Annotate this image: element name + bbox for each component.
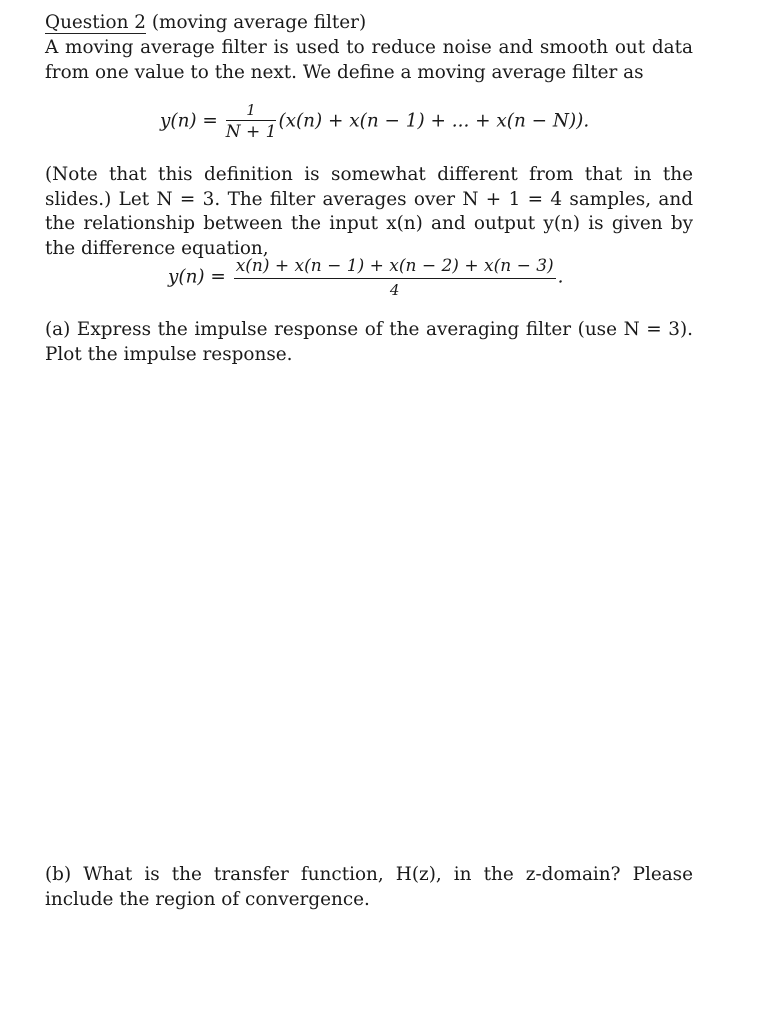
eq1-rhs: (x(n) + x(n − 1) + ... + x(n − N)). <box>278 110 590 132</box>
part-b-text: (b) What is the transfer function, H(z), in the z-domain? Please include the region of convergence. <box>45 864 693 910</box>
question-title: Question 2 <box>45 12 146 33</box>
equation-1 <box>160 101 589 142</box>
equation-2 <box>168 255 564 300</box>
eq1-denominator: N + 1 <box>225 122 277 142</box>
eq2-end: . <box>557 266 564 288</box>
eq2-fraction <box>234 255 556 300</box>
intro-paragraph: A moving average filter is used to reduce noise and smooth out data from one value to the next. We define a moving average filter as <box>45 37 693 83</box>
question-subtitle: (moving average filter) <box>151 12 367 33</box>
part-a-text: (a) Express the impulse response of the averaging filter (use N = 3). Plot the impulse response. <box>45 319 693 365</box>
eq1-numerator: 1 <box>226 101 277 121</box>
eq2-numerator: x(n) + x(n − 1) + x(n − 2) + x(n − 3) <box>234 255 556 279</box>
note-paragraph: (Note that this definition is somewhat different from that in the slides.) Let N = 3. The filter averages over N + 1 = 4 samples, and the relationship between the input x(n) and output y(n) is given by the difference equation, <box>45 164 693 259</box>
eq1-lhs: y(n) = <box>160 110 218 132</box>
eq2-lhs: y(n) = <box>168 266 226 288</box>
eq1-fraction <box>226 101 277 142</box>
question-heading <box>45 11 366 36</box>
eq2-denominator: 4 <box>389 281 400 299</box>
